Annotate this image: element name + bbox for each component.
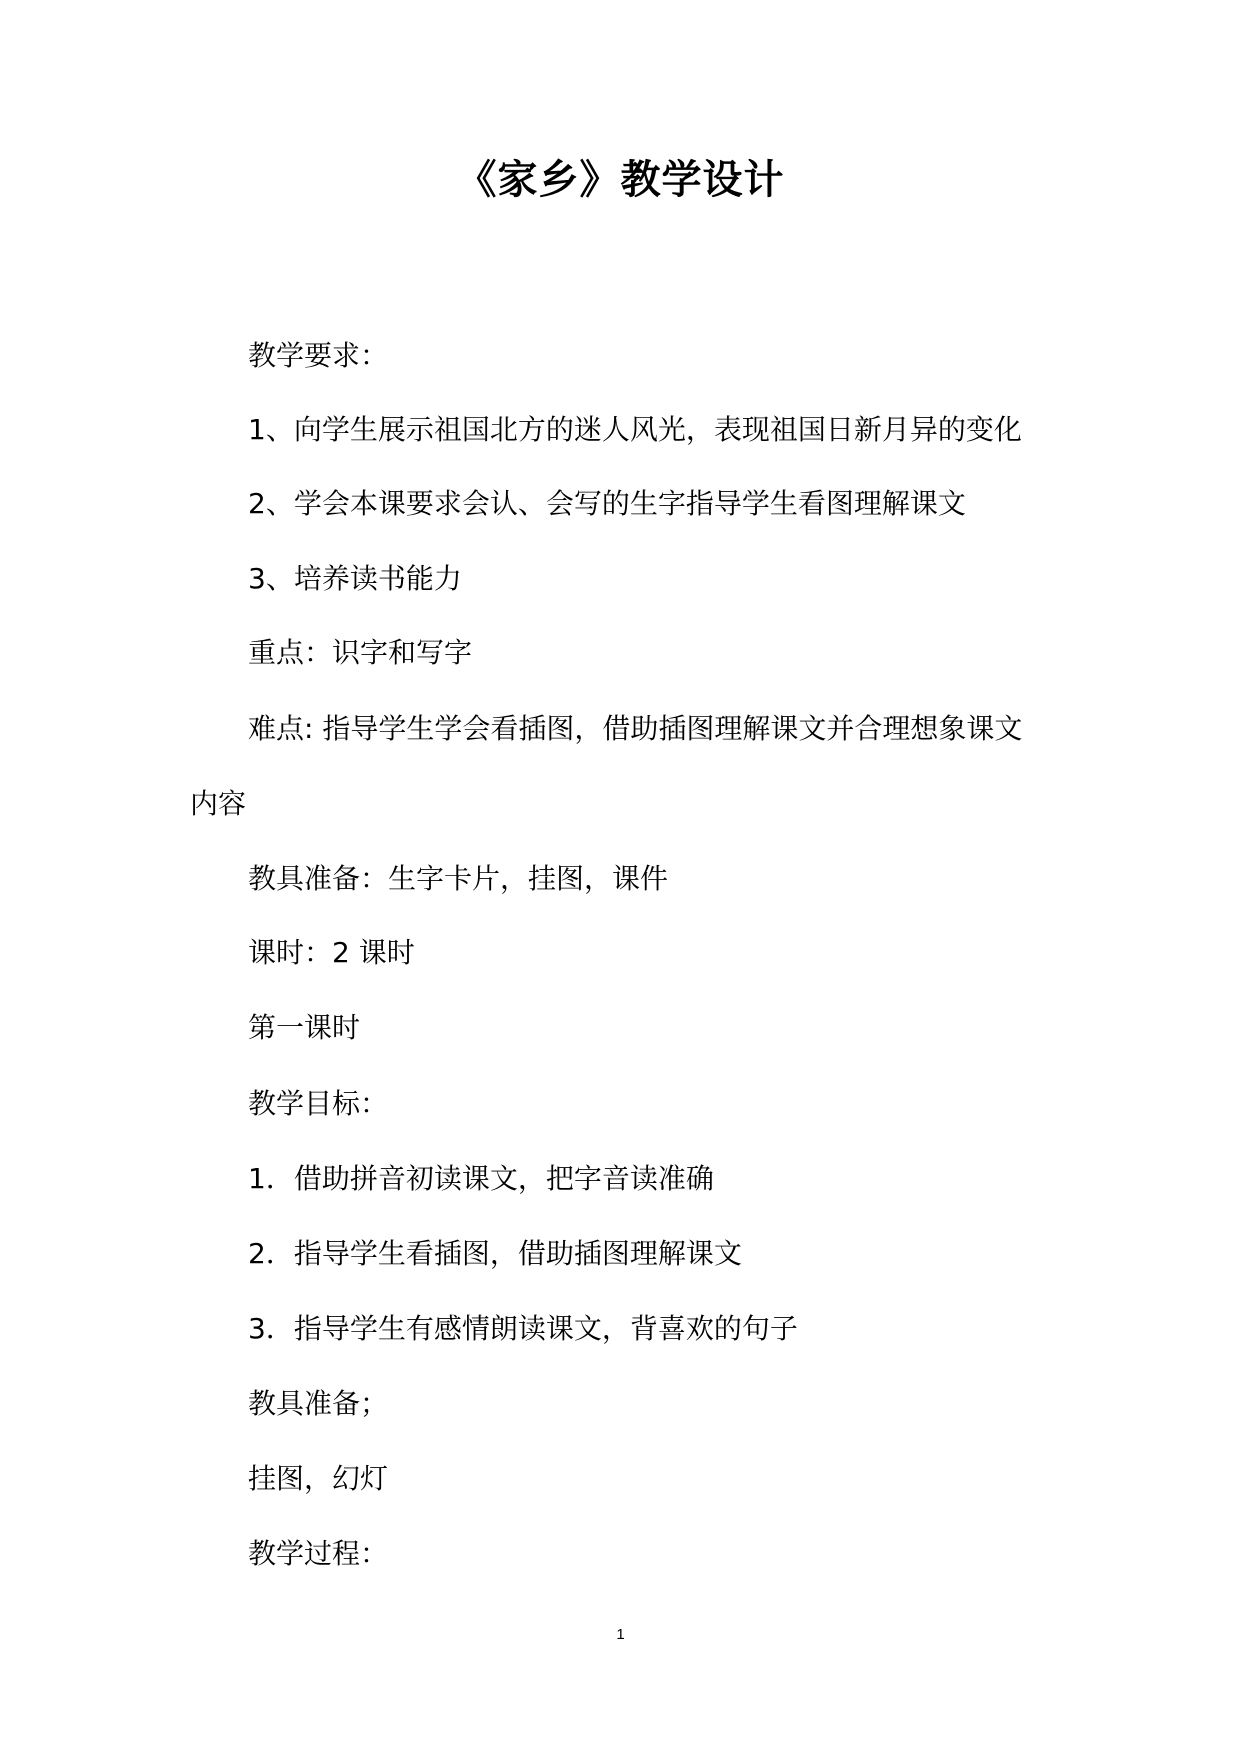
paragraph-teaching-requirements: 教学要求： xyxy=(248,339,389,372)
paragraph-teaching-process: 教学过程： xyxy=(248,1537,389,1570)
paragraph-difficulty-continued: 内容 xyxy=(190,787,247,820)
paragraph-teaching-aids: 教具准备：生字卡片，挂图，课件 xyxy=(248,862,669,895)
paragraph-requirement-1: 1、向学生展示祖国北方的迷人风光，表现祖国日新月异的变化 xyxy=(248,413,1022,446)
paragraph-requirement-3: 3、培养读书能力 xyxy=(248,562,462,595)
paragraph-teaching-objectives: 教学目标： xyxy=(248,1087,389,1120)
paragraph-objective-2: 2．指导学生看插图，借助插图理解课文 xyxy=(248,1237,742,1270)
paragraph-requirement-2: 2、学会本课要求会认、会写的生字指导学生看图理解课文 xyxy=(248,487,966,520)
paragraph-first-lesson: 第一课时 xyxy=(248,1011,361,1044)
paragraph-key-point: 重点：识字和写字 xyxy=(248,636,473,669)
paragraph-aids-preparation: 教具准备； xyxy=(248,1387,389,1420)
paragraph-aids-list: 挂图，幻灯 xyxy=(248,1462,389,1495)
paragraph-class-hours: 课时：2 课时 xyxy=(248,936,415,969)
paragraph-difficulty: 难点: 指导学生学会看插图，借助插图理解课文并合理想象课文 xyxy=(248,712,1023,745)
paragraph-objective-3: 3．指导学生有感情朗读课文，背喜欢的句子 xyxy=(248,1312,798,1345)
page-number: 1 xyxy=(616,1626,625,1643)
paragraph-objective-1: 1．借助拼音初读课文，把字音读准确 xyxy=(248,1162,714,1195)
document-title: 《家乡》教学设计 xyxy=(456,157,785,203)
